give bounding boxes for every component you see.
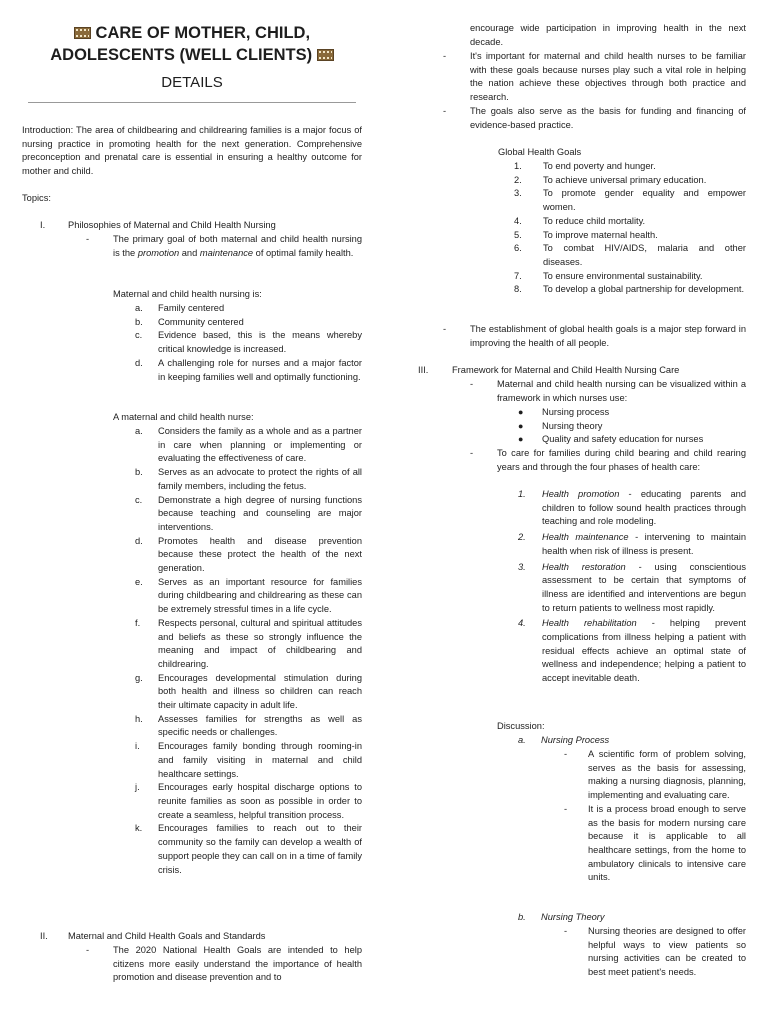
intro-paragraph: Introduction: The area of childbearing and childrearing families is a major focus of nursing practice in promoting health for the next generation. Comprehensive preconception and prenatal care is essential in ensuring a healthy outcome for mother and child. [22, 125, 362, 177]
alpha-marker: k. [135, 823, 143, 834]
phase-description: - educating parents and children to follow sound health practices through teaching and role modeling. [542, 489, 746, 527]
phase-item [518, 488, 746, 529]
goals-paragraph-2 [443, 50, 746, 105]
goals-paragraph-3-text: The goals also serve as the basis for funding and financing of evidence-based practice. [470, 106, 746, 130]
framework-paragraph-2-text: To care for families during child bearing and child rearing years and through the four phases of health care: [497, 448, 746, 472]
list-item [135, 576, 362, 617]
list-item [135, 494, 362, 535]
tool-item [518, 406, 746, 420]
goal-text: To reduce child mortality. [543, 215, 646, 226]
alpha-marker: a. [135, 426, 143, 436]
section-number: II. [40, 931, 48, 941]
number-marker: 3. [514, 188, 522, 199]
phase-term: Health rehabilitation [542, 618, 637, 629]
list-item [135, 672, 362, 713]
phase-description: - intervening to maintain health when risk of illness is present. [542, 532, 746, 556]
goals-paragraph-4 [443, 323, 746, 350]
list-item [135, 617, 362, 672]
tool-text: Nursing theory [542, 420, 603, 431]
alpha-marker: b. [135, 316, 143, 327]
nurse-roles-list [135, 425, 362, 877]
alpha-marker: c. [135, 494, 143, 505]
list-item-text: Promotes health and disease prevention because these protect the health of the next generation. [158, 535, 362, 574]
number-marker: 1. [518, 489, 526, 499]
list-item [135, 822, 362, 877]
nursing-theory-label: Nursing Theory [541, 912, 605, 922]
section-title: Framework for Maternal and Child Health Nursing Care [452, 365, 680, 375]
phase-text [542, 617, 746, 686]
goal-text: To combat HIV/AIDS, malaria and other diseases. [543, 243, 746, 267]
bullet-marker: ● [518, 420, 524, 431]
section-2-heading [40, 930, 362, 944]
global-goals-label: Global Health Goals [498, 147, 582, 157]
section-title: Maternal and Child Health Goals and Standards [68, 931, 266, 941]
dash-marker: - [470, 448, 474, 458]
phase-text [542, 531, 746, 558]
goals-paragraph-1-continued [470, 22, 746, 49]
goal-item [514, 174, 746, 188]
dash-marker: - [564, 749, 568, 759]
phase-term: Health restoration [542, 561, 626, 572]
discussion-text: Nursing theories are designed to offer helpful ways to view patients so nursing activities can be created to best meet patient's needs. [588, 926, 746, 978]
discussion-label: Discussion: [497, 721, 545, 731]
goal-item [514, 242, 746, 269]
phase-item [518, 531, 746, 558]
tool-text: Nursing process [542, 407, 610, 417]
section-number: III. [418, 365, 429, 375]
global-health-goals-list [514, 160, 746, 297]
goal-item [514, 160, 746, 174]
goal-item [514, 187, 746, 214]
discussion-text: It is a process broad enough to serve as the basis for modern nursing care because it is applicable to all healthcare settings, from the home to ambulatory clinicals to intensive care units. [588, 803, 746, 883]
list-item-text: Serves as an advocate to protect the rights of all family members, including the fetus. [158, 467, 362, 491]
list-item [135, 781, 362, 822]
document-title [22, 22, 362, 66]
list-item [135, 302, 362, 316]
list-item [135, 535, 362, 576]
phase-description: - using conscientious assessment to be certain that symptoms of illness are identified and interventions are begun to return patients to wellness most rapidly. [542, 561, 746, 613]
phase-text [542, 488, 746, 529]
goals-paragraph-1-tail: encourage wide participation in improving health in the next decade. [470, 23, 746, 47]
goal-item [514, 215, 746, 229]
alpha-marker: e. [135, 576, 143, 587]
alpha-marker: b. [135, 467, 143, 478]
list-item [135, 357, 362, 384]
list2-label: A maternal and child health nurse: [113, 412, 254, 422]
dash-marker: - [86, 945, 90, 955]
list-item-text: Demonstrate a high degree of nursing functions because teaching and counseling are major interventions. [158, 494, 362, 532]
number-marker: 5. [514, 229, 522, 240]
tool-text: Quality and safety education for nurses [542, 434, 704, 445]
alpha-marker: a. [135, 303, 143, 313]
title-divider [28, 102, 356, 103]
goal-item [514, 283, 746, 297]
dash-marker: - [443, 324, 447, 334]
alpha-marker: g. [135, 672, 143, 683]
list-item [135, 425, 362, 466]
goal-item [514, 270, 746, 284]
list-item-text: Evidence based, this is the means whereby critical knowledge is increased. [158, 330, 362, 355]
nursing-process-heading [518, 734, 746, 748]
phase-term: Health maintenance [542, 532, 629, 543]
alpha-marker: b. [518, 912, 526, 922]
tool-item [518, 420, 746, 434]
discussion-text: A scientific form of problem solving, serves as the basis for assessing, making a nursing diagnosis, planning, implementing and evaluating care. [588, 749, 746, 801]
alpha-marker: h. [135, 713, 143, 724]
framework-paragraph-1 [470, 378, 746, 405]
goal-item [514, 229, 746, 243]
dash-marker: - [443, 106, 447, 116]
nursing-process-label: Nursing Process [541, 735, 610, 745]
alpha-marker: c. [135, 330, 143, 341]
list-item-text: Family centered [158, 303, 225, 313]
number-marker: 3. [518, 561, 526, 572]
phase-text [542, 561, 746, 616]
goals-paragraph-2-text: It's important for maternal and child health nurses to be familiar with these goals because nurses play such a vital role in helping the nation achieve these objectives through both practice and research. [470, 51, 746, 103]
dash-marker: - [564, 926, 568, 936]
framework-paragraph-1-text: Maternal and child health nursing can be visualized within a framework in which nurses use: [497, 379, 746, 403]
goal-text: To promote gender equality and empower women. [543, 188, 746, 213]
goals-paragraph-3 [443, 105, 746, 132]
goals-paragraph-4-text: The establishment of global health goals is a major step forward in improving the health of all people. [470, 324, 746, 348]
alpha-marker: d. [135, 535, 143, 546]
dash-marker: - [564, 803, 568, 814]
nurse-tools-list [518, 406, 746, 447]
bullet-marker: ● [518, 407, 524, 417]
goals-paragraph-1 [86, 944, 362, 985]
section-3-heading [418, 364, 746, 378]
number-marker: 8. [514, 284, 522, 295]
list-item-text: Encourages early hospital discharge options to reunite families as soon as possible in order to create a seamless, helpful transition process. [158, 782, 362, 820]
goal-text: The primary goal of both maternal and child health nursing is the promotion and maintenance of optimal family health. [113, 234, 362, 258]
bullet-marker: ● [518, 434, 524, 445]
discussion-item [564, 748, 746, 803]
dash-marker: - [470, 379, 474, 389]
number-marker: 2. [518, 532, 526, 543]
film-frames-icon [317, 49, 334, 61]
alpha-marker: f. [135, 617, 141, 628]
phase-item [518, 617, 746, 686]
phase-term: Health promotion [542, 489, 620, 499]
list-item-text: A challenging role for nurses and a major factor in keeping families well and optimally functioning. [158, 357, 362, 382]
list-item [135, 466, 362, 493]
number-marker: 6. [514, 243, 522, 254]
nursing-theory-heading [518, 911, 746, 925]
goal-text: To improve maternal health. [543, 229, 658, 240]
list-item-text: Assesses families for strengths as well as specific needs or challenges. [158, 713, 362, 738]
document-subtitle: DETAILS [161, 74, 223, 91]
list1-label: Maternal and child health nursing is: [113, 289, 262, 299]
alpha-marker: a. [518, 735, 526, 745]
discussion-item [564, 925, 746, 980]
alpha-marker: d. [135, 357, 143, 368]
list-item [135, 329, 362, 356]
list-item-text: Serves as an important resource for families during childbearing and childrearing as these can be extremely stressful times in a life cycle. [158, 576, 362, 615]
list-item [135, 740, 362, 781]
phase-item [518, 561, 746, 616]
goal-text: To ensure environmental sustainability. [543, 270, 703, 281]
dash-marker: - [443, 51, 447, 61]
phase-description: - helping prevent complications from illness helping a patient with residual effects achieve an optimal state of wellness and independence; helping a patient to accept inevitable death. [542, 618, 746, 684]
mchn-characteristics-list [135, 302, 362, 384]
list-item [135, 316, 362, 330]
section-1-heading [40, 219, 362, 233]
topics-label: Topics: [22, 193, 51, 203]
goal-item [86, 233, 362, 260]
title-line-2: ADOLESCENTS (WELL CLIENTS) [50, 46, 313, 64]
health-care-phases-list [518, 488, 746, 686]
film-frames-icon [74, 27, 91, 39]
nursing-theory-list [564, 925, 746, 980]
list-item-text: Community centered [158, 316, 244, 327]
goal-text: To develop a global partnership for development. [543, 284, 745, 295]
nursing-process-list [564, 748, 746, 885]
list-item-text: Encourages family bonding through rooming-in and family visiting in maternal and child healthcare settings. [158, 741, 362, 779]
number-marker: 7. [514, 270, 522, 281]
discussion-item [564, 803, 746, 885]
alpha-marker: j. [135, 782, 140, 793]
list-item-text: Considers the family as a whole and as a partner in care when planning or implementing or evaluating the effectiveness of care. [158, 426, 362, 464]
number-marker: 4. [514, 215, 522, 226]
number-marker: 4. [518, 618, 526, 629]
list-item-text: Encourages developmental stimulation during both health and illness so children can reach their ultimate capacity in adult life. [158, 672, 362, 711]
section-title: Philosophies of Maternal and Child Health Nursing [68, 220, 276, 230]
number-marker: 2. [514, 174, 522, 185]
list-item [135, 713, 362, 740]
dash-marker: - [86, 234, 90, 244]
list-item-text: Encourages families to reach out to their community so the family can develop a wealth of support people they can call on in a time of family crisis. [158, 823, 362, 875]
framework-paragraph-2 [470, 447, 746, 474]
number-marker: 1. [514, 161, 522, 171]
goal-text: To achieve universal primary education. [543, 174, 707, 185]
alpha-marker: i. [135, 741, 140, 752]
section-number: I. [40, 220, 46, 230]
goal-text: To end poverty and hunger. [543, 161, 656, 171]
goals-paragraph-1-text: The 2020 National Health Goals are intended to help citizens more easily understand the importance of health promotion and disease prevention and to [113, 945, 362, 983]
tool-item [518, 433, 746, 447]
list-item-text: Respects personal, cultural and spiritual attitudes and beliefs as these so strongly influence the meaning and impact of childbearing and childrearing. [158, 617, 362, 669]
title-line-1: CARE OF MOTHER, CHILD, [95, 24, 311, 42]
